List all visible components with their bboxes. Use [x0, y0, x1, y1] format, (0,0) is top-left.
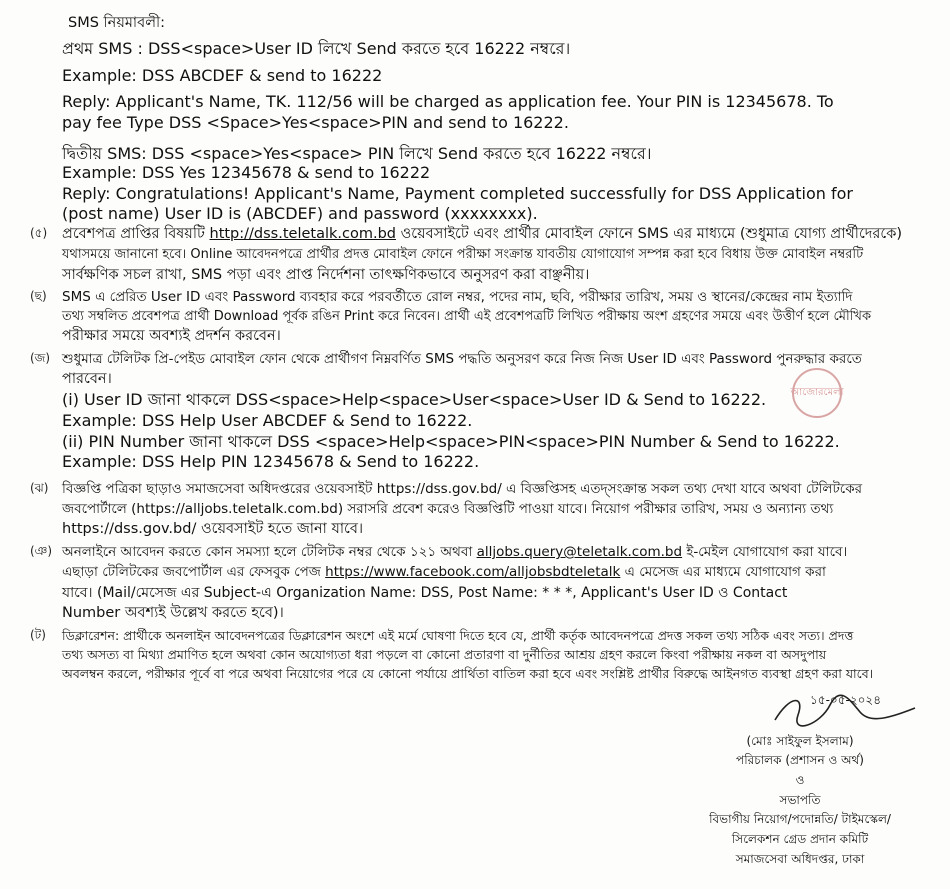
section7-line1: শুধুমাত্র টেলিটক প্রি-পেইড মোবাইল ফোন থেকে প্রার্থীগণ নিম্নবর্ণিত SMS পদ্ধতি অনুসরণ করে নিজ নিজ User ID এবং Password পুনরুদ্ধার করতে	[62, 351, 862, 367]
teletalk-dss-link[interactable]: http://dss.teletalk.com.bd	[209, 226, 396, 242]
sms2-reply-1: Reply: Congratulations! Applicant's Name, Payment completed successfully for DSS Application for	[62, 184, 853, 203]
section10-line3: অবলম্বন করলে, পরীক্ষার পূর্বে বা পরে অথবা নিয়োগের পরে যে কোনো পর্যায়ে প্রার্থিতা বাতিল করা হবে এবং সংশ্লিষ্ট প্রার্থীর বিরুদ্ধে আইনগত ব্যবস্থা গ্রহণ করা যাবে।	[62, 666, 874, 681]
section10-line1: ডিক্লারেশন: প্রার্থীকে অনলাইন আবেদনপত্রের ডিক্লারেশন অংশে এই মর্মে ঘোষণা দিতে হবে যে, প্রার্থী কর্তৃক আবেদনপত্রে প্রদত্ত সকল তথ্য সঠিক এবং সত্য। প্রদত্ত	[62, 628, 854, 643]
sms1-reply-1: Reply: Applicant's Name, TK. 112/56 will be charged as application fee. Your PIN is 12345678. To	[62, 92, 834, 111]
section-marker: (ট)	[30, 628, 46, 642]
section9-text: এছাড়া টেলিটকের জবপোর্টাল এর ফেসবুক পেজ	[62, 564, 321, 580]
signature	[770, 690, 920, 734]
section9-text-cont: ই-মেইল যোগাযোগ করা যাবে।	[686, 544, 848, 560]
sms1-line: প্রথম SMS : DSS<space>User ID লিখে Send করতে হবে 16222 নম্বরে।	[62, 39, 571, 58]
section-marker: (ঞ)	[30, 544, 53, 558]
query-email-link[interactable]: alljobs.query@teletalk.com.bd	[476, 544, 683, 560]
section9-line3: যাবে। (Mail/মেসেজ এর Subject-এ Organization Name: DSS, Post Name: * * *, Applicant's User ID ও Contact	[62, 585, 788, 601]
signatory-name: (মোঃ সাইফুল ইসলাম)	[746, 734, 854, 748]
section8-line3: https://dss.gov.bd/ ওয়েবসাইট হতে জানা যাবে।	[62, 521, 364, 537]
section-marker: (৫)	[30, 226, 48, 240]
section-marker: (জ)	[30, 351, 51, 365]
section6-line3: পরীক্ষার সময়ে অবশ্যই প্রদর্শন করবেন।	[62, 328, 281, 344]
section9-text-cont: এ মেসেজ এর মাধ্যমে যোগাযোগ করা	[624, 564, 826, 580]
section5-line1	[62, 225, 902, 243]
signatory-role: সভাপতি	[779, 793, 821, 807]
section5-line3: সার্বক্ষণিক সচল রাখা, SMS পড়া এবং প্রাপ্ত নির্দেশনা তাৎক্ষণিকভাবে অনুসরণ করা বাঞ্ছনীয়।	[62, 267, 590, 283]
section7-pin: (ii) PIN Number জানা থাকলে DSS <space>Help<space>PIN<space>PIN Number & Send to 16222.	[62, 432, 840, 451]
section7-user-id-example: Example: DSS Help User ABCDEF & Send to 16222.	[62, 411, 473, 430]
section9-line4: Number অবশ্যই উল্লেখ করতে হবে)।	[62, 605, 284, 621]
sms1-example: Example: DSS ABCDEF & send to 16222	[62, 66, 383, 85]
signatory-title: পরিচালক (প্রশাসন ও অর্থ)	[736, 753, 864, 767]
stamp-text: আজোরমেলা	[790, 386, 844, 398]
committee-line1: বিভাগীয় নিয়োগ/পদোন্নতি/ টাইমস্কেল/	[709, 812, 891, 826]
section5-text: প্রবেশপত্র প্রাপ্তির বিষয়টি	[62, 226, 205, 242]
sms1-reply-2: pay fee Type DSS <Space>Yes<space>PIN and send to 16222.	[62, 113, 569, 132]
facebook-page-link[interactable]: https://www.facebook.com/alljobsbdteletalk	[325, 564, 621, 580]
sms-rules-heading: SMS নিয়মাবলী:	[68, 15, 166, 31]
section7-line2: পারবেন।	[62, 371, 112, 387]
office-name: সমাজসেবা অধিদপ্তর, ঢাকা	[735, 852, 865, 866]
watermark-stamp	[792, 368, 842, 418]
sms2-example: Example: DSS Yes 12345678 & send to 16222	[62, 163, 431, 182]
sms2-reply-2: (post name) User ID is (ABCDEF) and password (xxxxxxxx).	[62, 204, 538, 223]
section9-line2	[62, 563, 826, 581]
section5-line2: যথাসময়ে জানানো হবে। Online আবেদনপত্রে প্রার্থীর প্রদত্ত মোবাইল ফোনে পরীক্ষা সংক্রান্ত যাবতীয় যোগাযোগ সম্পন্ন করা হবে বিধায় উক্ত মোবাইল নম্বরটি	[62, 247, 864, 262]
section8-line1: বিজ্ঞপ্তি পত্রিকা ছাড়াও সমাজসেবা অধিদপ্তরের ওয়েবসাইট https://dss.gov.bd/ এ বিজ্ঞপ্তিসহ এতদ্সংক্রান্ত সকল তথ্য দেখা যাবে অথবা টেলিটকের	[62, 481, 863, 497]
section9-text: অনলাইনে আবেদন করতে কোন সমস্যা হলে টেলিটক নম্বর থেকে ১২১ অথবা	[62, 544, 473, 560]
section9-line1	[62, 543, 847, 561]
section-marker: (ঝ)	[30, 481, 49, 495]
section7-pin-example: Example: DSS Help PIN 12345678 & Send to 16222.	[62, 452, 480, 471]
section8-line2: জবপোর্টালে (https://alljobs.teletalk.com.bd) সরাসরি প্রবেশ করেও বিজ্ঞপ্তিটি পাওয়া যাবে। নিয়োগ পরীক্ষার তারিখ, সময় ও অন্যান্য তথ্য	[62, 501, 834, 517]
section5-text-cont: ওয়েবসাইটে এবং প্রার্থীর মোবাইল ফোনে SMS এর মাধ্যমে (শুধুমাত্র যোগ্য প্রার্থীদেরকে)	[400, 226, 903, 242]
section6-line1: SMS এ প্রেরিত User ID এবং Password ব্যবহার করে পরবর্তীতে রোল নম্বর, পদের নাম, ছবি, পরীক্ষার তারিখ, সময় ও স্থানের/কেন্দ্রের নাম ইত্যাদি	[62, 289, 853, 305]
section-marker: (ছ)	[30, 289, 47, 303]
signature-date: ১৫-০৫-২০২৪	[810, 693, 882, 707]
signatory-and: ও	[795, 773, 805, 787]
section10-line2: তথ্য অসত্য বা মিথ্যা প্রমাণিত হলে অথবা কোন অযোগ্যতা ধরা পড়লে বা কোনো প্রতারণা বা দুর্নীতির আশ্রয় গ্রহণ করলে কিংবা পরীক্ষায় নকল বা অসদুপায়	[62, 647, 827, 662]
sms2-line: দ্বিতীয় SMS: DSS <space>Yes<space> PIN লিখে Send করতে হবে 16222 নম্বরে।	[62, 144, 652, 163]
committee-line2: সিলেকশন গ্রেড প্রদান কমিটি	[731, 832, 869, 846]
section6-line2: তথ্য সম্বলিত প্রবেশপত্র প্রার্থী Download পূর্বক রঙিন Print করে নিবেন। প্রার্থী এই প্রবেশপত্রটি লিখিত পরীক্ষায় অংশ গ্রহণের সময়ে এবং উত্তীর্ণ হলে মৌখিক	[62, 309, 872, 324]
section7-user-id: (i) User ID জানা থাকলে DSS<space>Help<space>User<space>User ID & Send to 16222.	[62, 390, 767, 409]
